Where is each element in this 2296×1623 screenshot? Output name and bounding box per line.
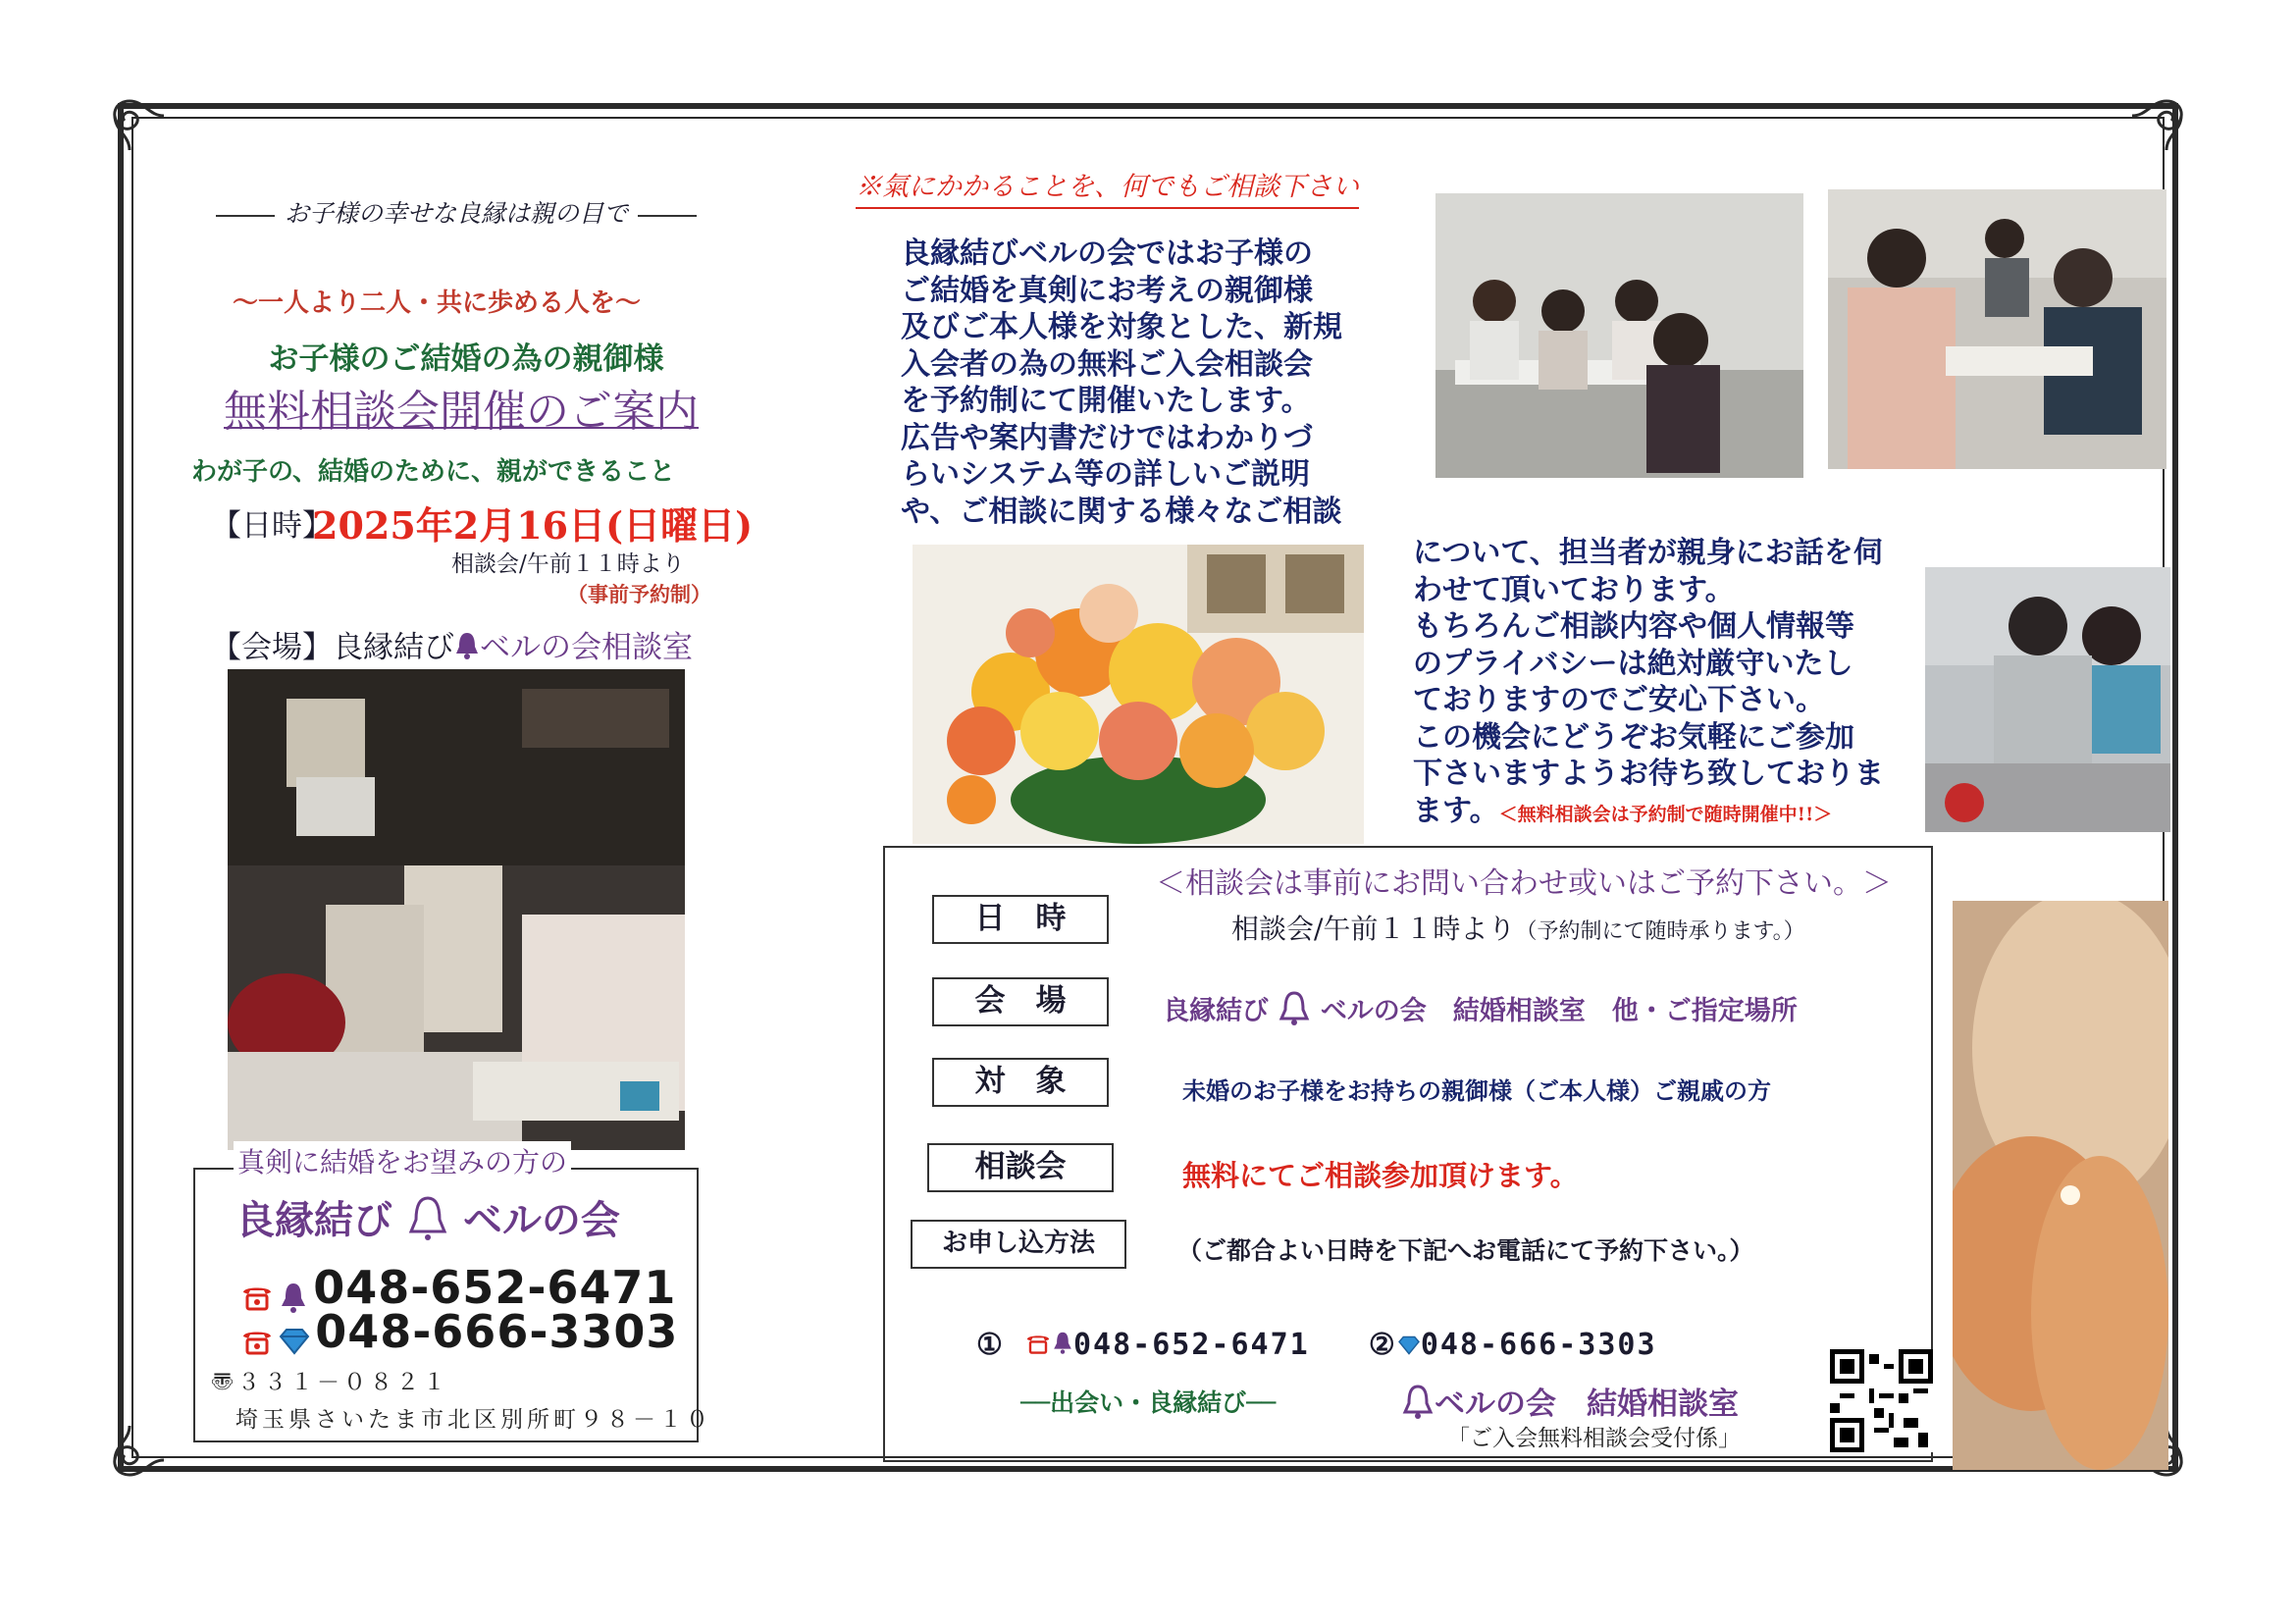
reservation-note: （事前予約制）	[567, 582, 711, 606]
bell-icon	[1052, 1329, 1073, 1363]
row-value-datetime: 相談会/午前１１時より（予約制にて随時承ります。）	[1231, 913, 1805, 945]
phone-line-2[interactable]	[240, 1305, 678, 1360]
intro-line: や、ご相談に関する様々なご相談	[901, 494, 1342, 529]
intro-line: この機会にどうぞお気軽にご参加	[1413, 719, 1854, 755]
subtitle-together: ～一人より二人・共に歩める人を～	[232, 288, 641, 318]
consult-heading: ※氣にかかることを、何でもご相談下さい	[856, 165, 1359, 209]
contact-numbers[interactable]: ① 048-652-6471 ② 048-666-3303	[976, 1328, 1657, 1362]
diamond-icon	[1397, 1329, 1421, 1363]
intro-line: 広告や案内書だけではわかりづ	[901, 420, 1313, 455]
intro-line: ご結婚を真剣にお考えの親御様	[901, 273, 1313, 308]
bell-icon	[406, 1194, 449, 1253]
row-value-consultation: 無料にてご相談参加頂けます。	[1182, 1159, 1579, 1192]
row-label-how-to-apply: お申し込方法	[911, 1220, 1126, 1269]
event-date: 2025年2月16日(日曜日)	[312, 503, 754, 548]
qr-code[interactable]	[1830, 1349, 1933, 1452]
contact-phone-1: 048-652-6471	[1072, 1328, 1310, 1362]
phone-number-1: 048-652-6471	[313, 1261, 677, 1314]
row-value-target: 未婚のお子様をお持ちの親御様（ご本人様）ご親戚の方	[1182, 1076, 1771, 1105]
page-title: 無料相談会開催のご案内	[224, 387, 699, 437]
intro-line: を予約制にて開催いたします。	[901, 384, 1311, 418]
row-label-consultation: 相談会	[927, 1143, 1114, 1192]
card-caption: 真剣に結婚をお望みの方の	[234, 1141, 571, 1180]
counselor-photo	[1925, 567, 2170, 832]
footer-tagline: ──出会い・良縁結び──	[1020, 1388, 1277, 1417]
row-value-venue: 良縁結び ベルの会 結婚相談室 他・ご指定場所	[1163, 989, 1798, 1034]
footer-reception: 「ご入会無料相談会受付係」	[1447, 1426, 1741, 1451]
row-label-venue: 会 場	[932, 977, 1109, 1026]
flower-bouquet-photo	[913, 545, 1364, 844]
office-photo	[228, 669, 685, 1150]
corner-flourish-icon	[90, 1421, 169, 1499]
bell-icon	[454, 631, 480, 668]
intro-line-last: ます。＜無料相談会は予約制で随時開催中!!＞	[1413, 793, 1833, 828]
date-label: 【日時】	[211, 508, 333, 544]
event-venue: 【会場】良縁結び ベルの会相談室	[211, 622, 693, 668]
corner-flourish-icon	[90, 77, 169, 155]
card-brand: 良縁結び ベルの会	[235, 1189, 620, 1253]
footer-brand: ベルの会 結婚相談室	[1401, 1379, 1739, 1429]
intro-line: らいシステム等の詳しいご説明	[901, 457, 1310, 492]
intro-line: のプライバシーは絶対厳守いたし	[1413, 646, 1853, 681]
intro-line: について、担当者が親身にお話を伺	[1413, 536, 1883, 570]
contact-phone-2: 048-666-3303	[1420, 1328, 1657, 1362]
row-label-datetime: 日 時	[932, 895, 1109, 944]
intro-line: 及びご本人様を対象とした、新規	[901, 310, 1342, 344]
counseling-meeting-photo	[1828, 189, 2166, 469]
holding-hands-photo	[1953, 901, 2168, 1470]
bell-icon	[1401, 1384, 1435, 1429]
intro-line: 良縁結びベルの会ではお子様の	[901, 236, 1313, 271]
phone-number-2: 048-666-3303	[315, 1305, 679, 1358]
intro-line: 入会者の為の無料ご入会相談会	[901, 346, 1313, 382]
address: 埼玉県さいたま市北区別所町９８－１０	[235, 1407, 712, 1433]
bell-icon	[1278, 990, 1311, 1034]
row-value-how-to-apply: （ご都合よい日時を下記へお電話にて予約下さい。）	[1177, 1236, 1754, 1265]
subtitle-parents: お子様のご結婚の為の親御様	[268, 341, 664, 377]
consultation-room-photo	[1435, 193, 1803, 478]
subtitle-what-parents-can-do: わが子の、結婚のために、親ができること	[191, 457, 675, 487]
intro-text	[901, 236, 1342, 530]
info-box-heading: ＜相談会は事前にお問い合わせ或いはご予約下さい。＞	[1156, 866, 1892, 901]
telephone-icon	[1024, 1329, 1052, 1363]
diamond-icon	[279, 1328, 310, 1359]
ongoing-notice: ＜無料相談会は予約制で随時開催中!!＞	[1498, 803, 1833, 825]
intro-line: ておりますのでご安心下さい。	[1413, 683, 1825, 717]
intro-line: わせて頂いております。	[1413, 572, 1735, 607]
postal-code: 〠３３１－０８２１	[211, 1370, 449, 1395]
intro-text-continued	[1413, 535, 1884, 833]
corner-flourish-icon	[2127, 77, 2206, 155]
intro-line: もちろんご相談内容や個人情報等	[1413, 609, 1854, 644]
intro-line: 下さいますようお待ち致しておりま	[1413, 757, 1884, 791]
telephone-icon	[240, 1327, 274, 1360]
tagline: お子様の幸せな良縁は親の目で	[191, 194, 721, 230]
event-time: 相談会/午前１１時より	[451, 551, 685, 577]
row-label-target: 対 象	[932, 1058, 1109, 1107]
